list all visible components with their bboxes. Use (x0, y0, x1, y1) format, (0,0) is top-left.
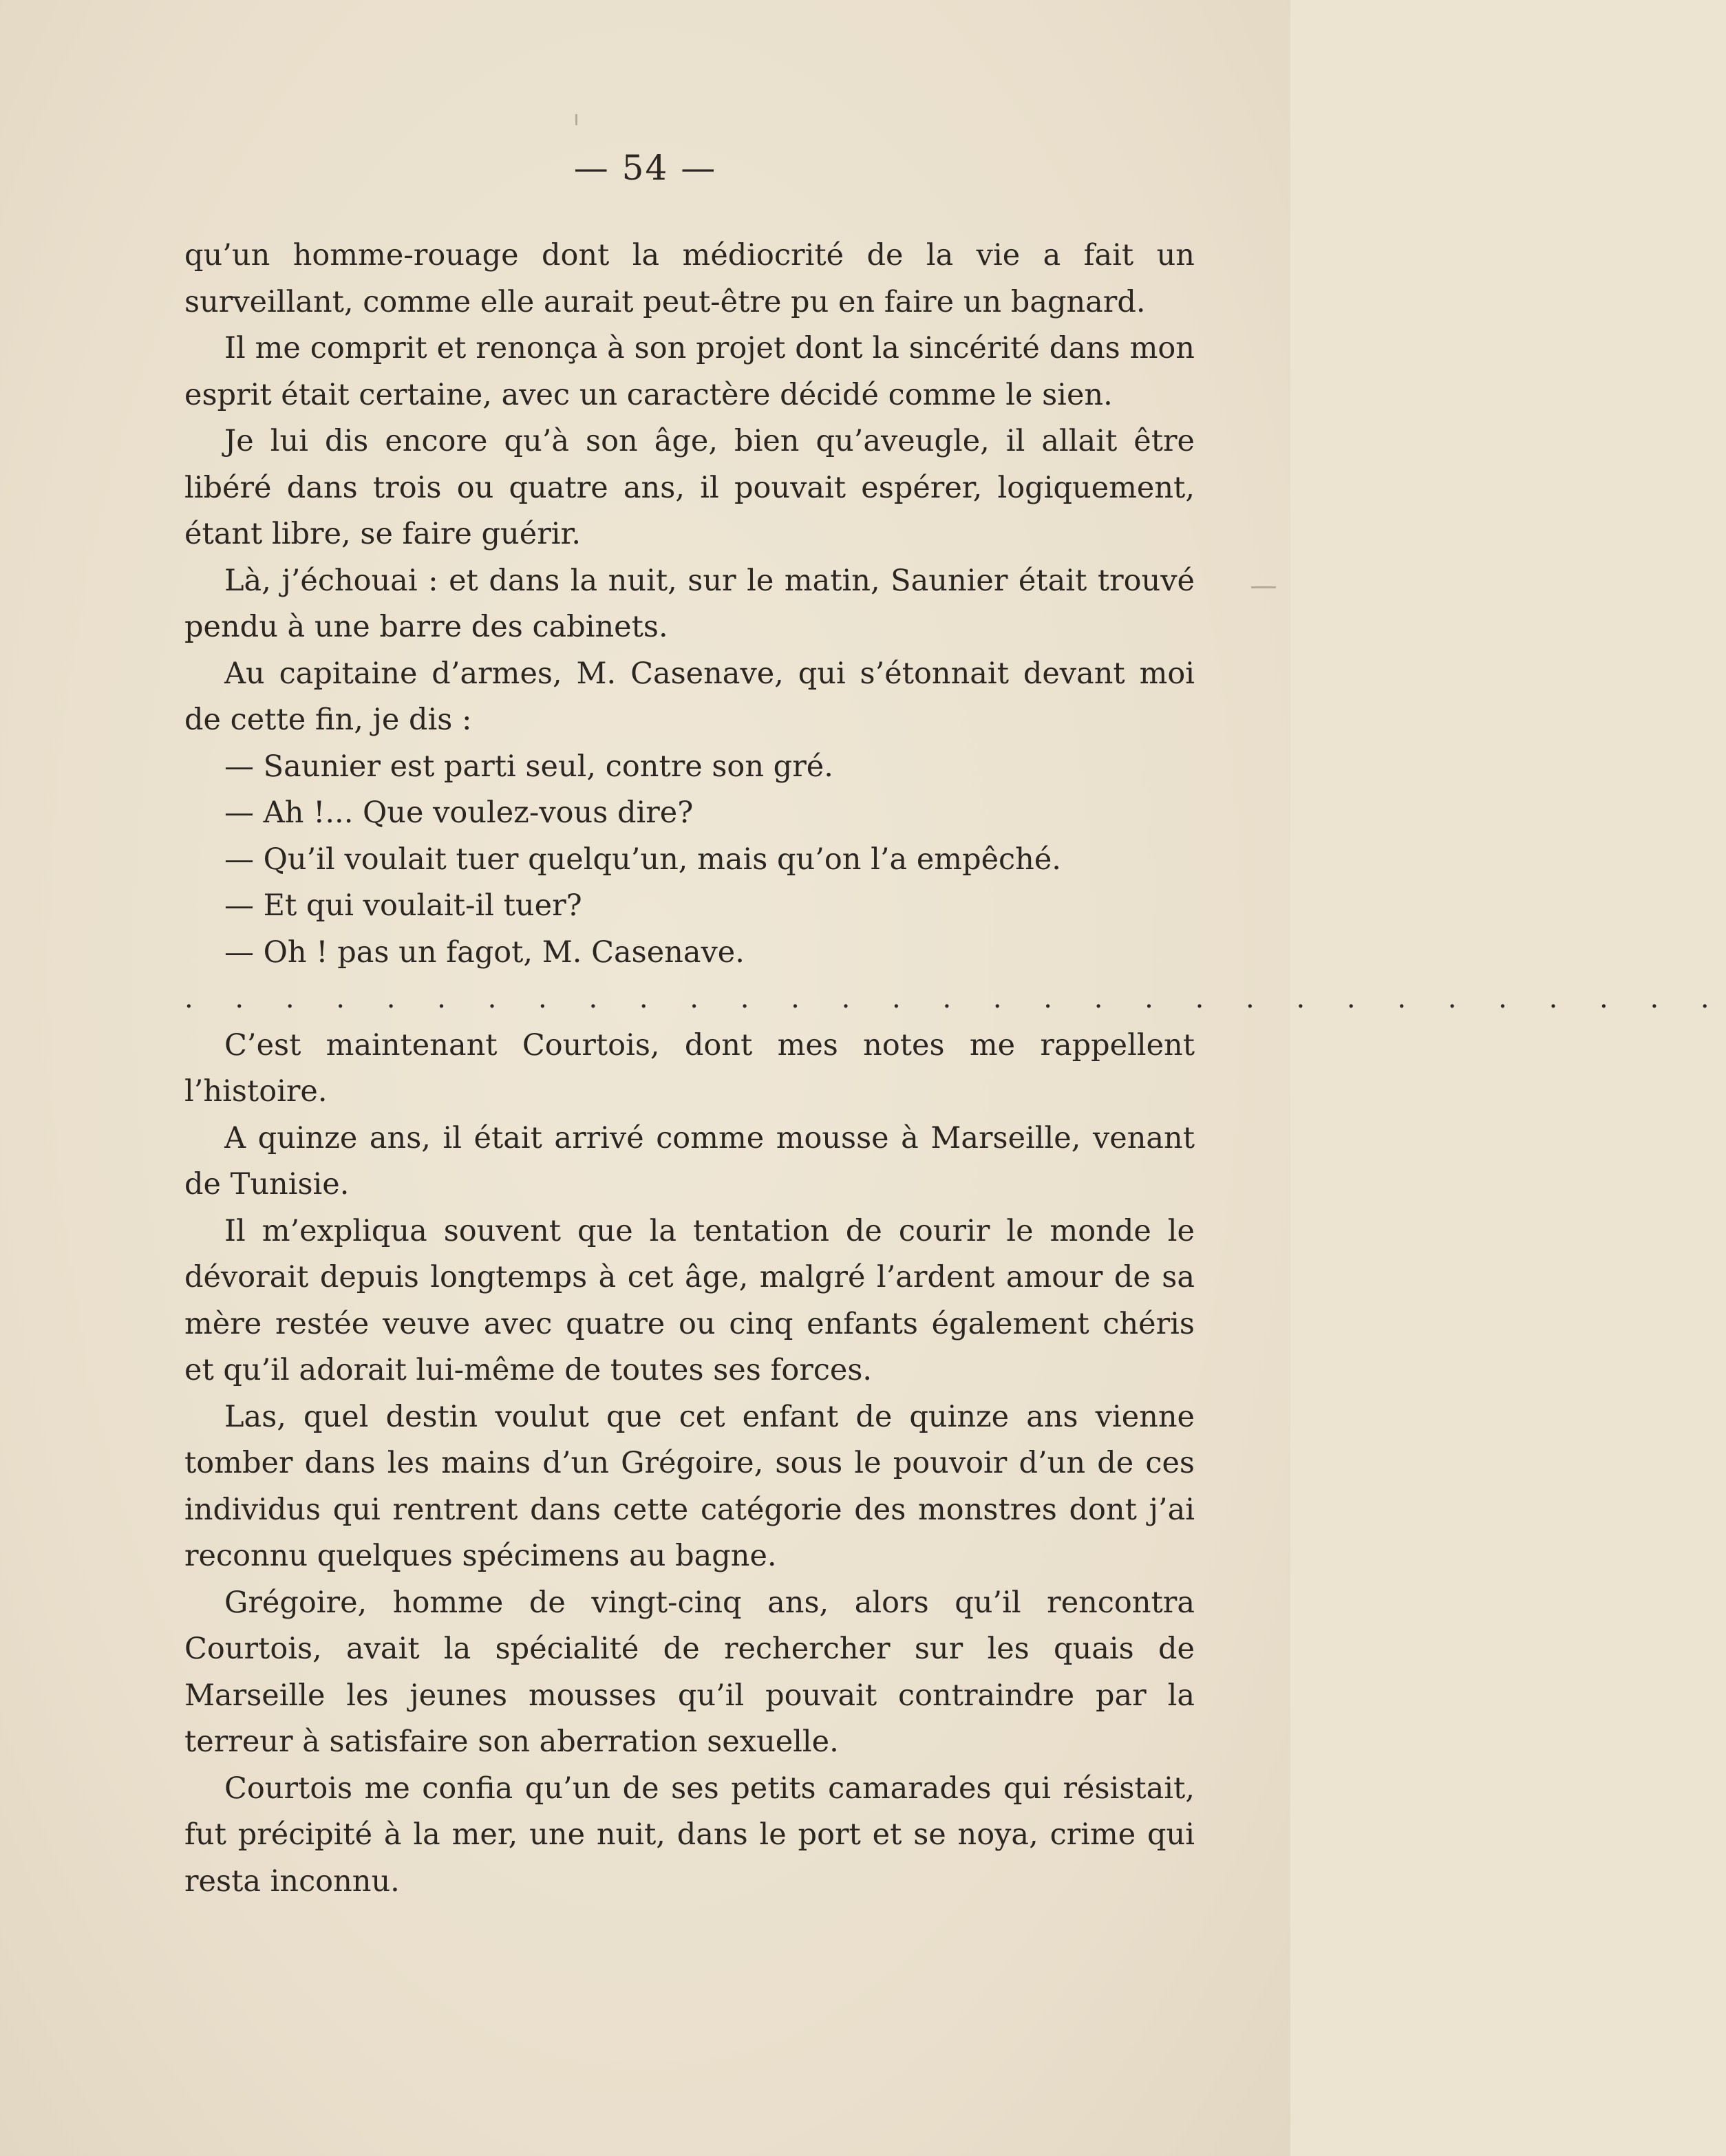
dialogue-line-2: — Ah !... Que voulez-vous dire? (224, 796, 694, 830)
paragraph-7: A quinze ans, il était arrivé comme mousse à Marseille, venant de Tunisie. (184, 1120, 1195, 1202)
paragraph-3: Je lui dis encore qu’à son âge, bien qu’aveugle, il allait être libéré dans trois ou quatre ans, il pouvait espérer, logiquement, étant libre, se faire guérir. (184, 424, 1195, 551)
paragraph-5: Au capitaine d’armes, M. Casenave, qui s’étonnait devant moi de cette fin, je dis : (184, 656, 1195, 737)
page-number: — 54 — (573, 148, 717, 188)
dialogue-line-4: — Et qui voulait-il tuer? (224, 888, 582, 923)
dialogue-line-3: — Qu’il voulait tuer quelqu’un, mais qu’on l’a empêché. (224, 842, 1061, 877)
paragraph-9: Las, quel destin voulut que cet enfant de quinze ans vienne tomber dans les mains d’un Grégoire, sous le pouvoir d’un de ces individus qui rentrent dans cette catégorie des monstres dont j’ai reconnu quelques spécimens au bagne. (184, 1399, 1195, 1573)
paragraph-2: Il me comprit et renonça à son projet dont la sincérité dans mon esprit était certaine, avec un caractère décidé comme le sien. (184, 331, 1195, 412)
paragraph-1: qu’un homme-rouage dont la médiocrité de la vie a fait un surveillant, comme elle aurait peut-être pu en faire un bagnard. (184, 238, 1195, 319)
paragraph-11: Courtois me confia qu’un de ses petits camarades qui résistait, fut précipité à la mer, une nuit, dans le port et se noya, crime qui resta inconnu. (184, 1771, 1195, 1899)
paragraph-10: Grégoire, homme de vingt-cinq ans, alors qu’il rencontra Courtois, avait la spécialité de rechercher sur les quais de Marseille les jeunes mousses qu’il pouvait contraindre par la terreur à satisfaire son aberration sexuelle. (184, 1585, 1195, 1759)
margin-mark (1251, 586, 1276, 588)
dialogue-line-1: — Saunier est parti seul, contre son gré. (224, 749, 833, 784)
body-text (184, 233, 1726, 1905)
paragraph-4: Là, j’échouai : et dans la nuit, sur le matin, Saunier était trouvé pendu à une barre des cabinets. (184, 563, 1195, 644)
speck-mark (575, 114, 577, 125)
paragraph-6: C’est maintenant Courtois, dont mes notes me rappellent l’histoire. (184, 1027, 1195, 1109)
section-break-dots: . . . . . . . . . . . . . . . . . . . . . . . . . . . . . . . (184, 983, 1726, 1014)
paragraph-8: Il m’expliqua souvent que la tentation de courir le monde le dévorait depuis longtemps à cet âge, malgré l’ardent amour de sa mère restée veuve avec quatre ou cinq enfants également chéris et qu’il adorait lui-même de toutes ses forces. (184, 1213, 1195, 1387)
dialogue-line-5: — Oh ! pas un fagot, M. Casenave. (224, 935, 745, 970)
